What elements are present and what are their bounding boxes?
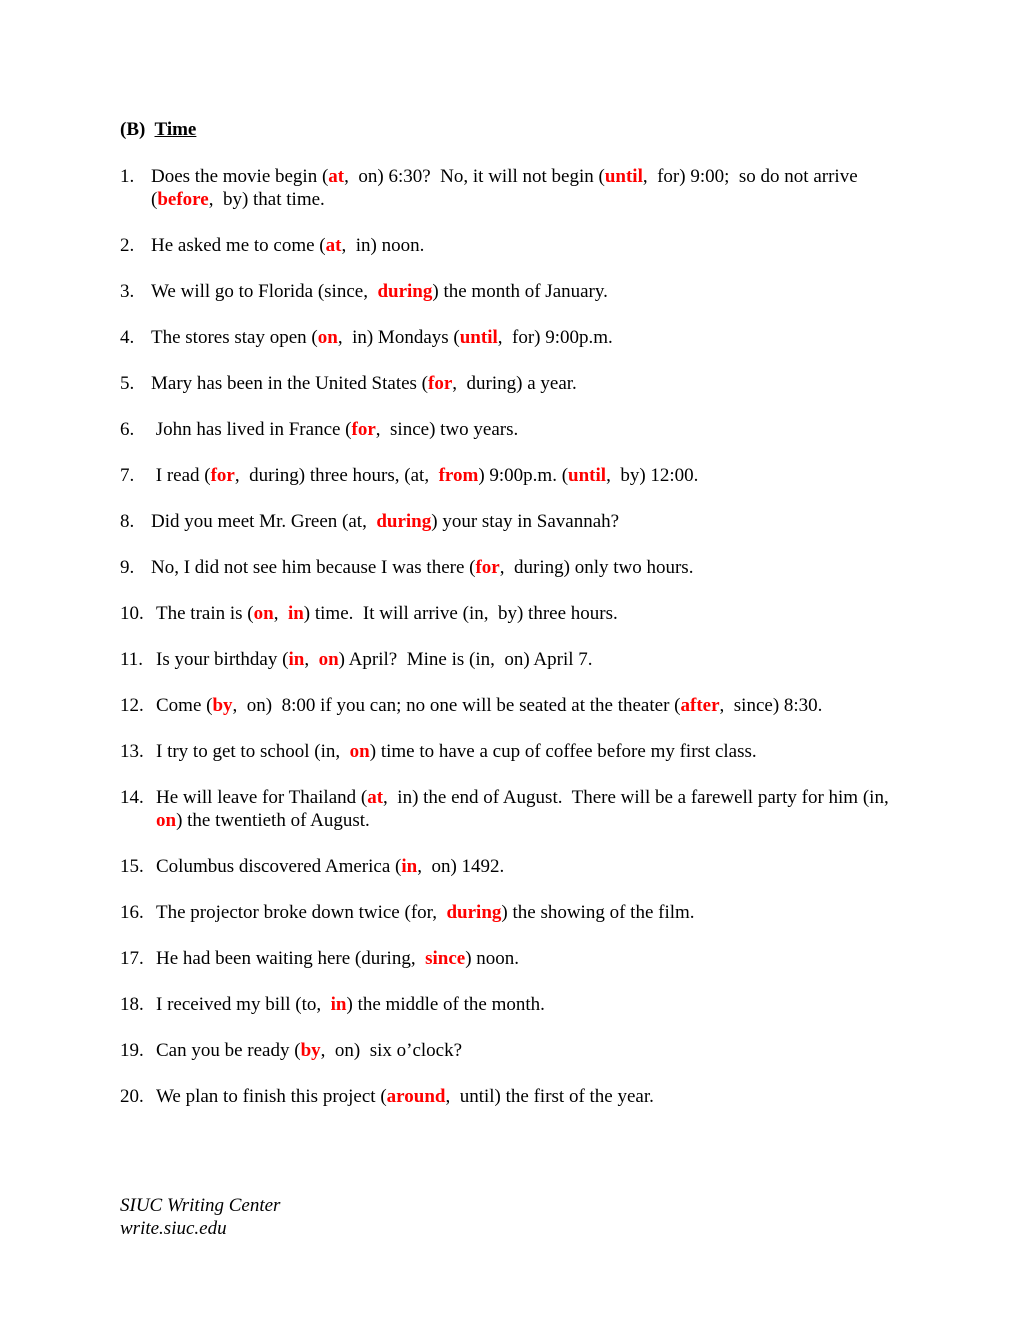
exercise-text: The train is (on, in) time. It will arrive (in, by) three hours. [156, 603, 618, 624]
exercise-text: I try to get to school (in, on) time to have a cup of coffee before my first class. [156, 741, 757, 762]
answer-word: until [459, 327, 498, 348]
exercise-number: 13. [120, 741, 144, 762]
exercise-text: The projector broke down twice (for, during) the showing of the film. [156, 902, 695, 923]
answer-word: at [325, 235, 342, 256]
exercise-item [120, 786, 910, 832]
exercise-number: 19. [120, 1040, 144, 1061]
answer-word: during [376, 511, 432, 532]
section-label: (B) [120, 119, 146, 140]
exercise-item [120, 234, 910, 257]
answer-word: on [253, 603, 274, 624]
exercise-item [120, 1039, 910, 1062]
exercise-text: He had been waiting here (during, since) noon. [156, 948, 520, 969]
answer-word: for [210, 465, 235, 486]
exercise-text: No, I did not see him because I was there (for, during) only two hours. [151, 557, 694, 578]
exercise-number: 12. [120, 695, 144, 716]
answer-word: during [446, 902, 502, 923]
exercise-text: I received my bill (to, in) the middle of the month. [156, 994, 545, 1015]
answer-word: on [318, 649, 339, 670]
exercise-text: Does the movie begin (at, on) 6:30? No, it will not begin (until, for) 9:00; so do not arrive (before, by) that time. [151, 166, 863, 210]
exercise-item [120, 418, 910, 441]
section-heading [120, 119, 196, 141]
exercise-text: Come (by, on) 8:00 if you can; no one will be seated at the theater (after, since) 8:30. [156, 695, 823, 716]
answer-word: around [386, 1086, 446, 1107]
exercise-item [120, 947, 910, 970]
answer-word: until [604, 166, 643, 187]
exercise-number: 9. [120, 557, 135, 578]
answer-word: in [288, 649, 305, 670]
exercise-number: 15. [120, 856, 144, 877]
answer-word: before [157, 189, 209, 210]
exercise-text: We will go to Florida (since, during) the month of January. [151, 281, 608, 302]
exercise-number: 5. [120, 373, 135, 394]
answer-word: after [680, 695, 720, 716]
exercise-text: He asked me to come (at, in) noon. [151, 235, 425, 256]
answer-word: for [351, 419, 376, 440]
answer-word: in [330, 994, 347, 1015]
exercise-number: 16. [120, 902, 144, 923]
exercise-text: I read (for, during) three hours, (at, from) 9:00p.m. (until, by) 12:00. [151, 465, 699, 486]
exercise-item [120, 556, 910, 579]
answer-word: on [317, 327, 338, 348]
answer-word: from [438, 465, 479, 486]
footer [120, 1194, 280, 1240]
exercise-item [120, 602, 910, 625]
exercise-item [120, 326, 910, 349]
exercise-text: Can you be ready (by, on) six o’clock? [156, 1040, 463, 1061]
exercise-number: 7. [120, 465, 135, 486]
exercise-number: 11. [120, 649, 144, 670]
exercise-number: 18. [120, 994, 144, 1015]
exercise-text: We plan to finish this project (around, until) the first of the year. [156, 1086, 654, 1107]
answer-word: at [328, 166, 345, 187]
exercise-number: 8. [120, 511, 135, 532]
exercise-text: The stores stay open (on, in) Mondays (until, for) 9:00p.m. [151, 327, 613, 348]
answer-word: by [300, 1040, 321, 1061]
exercise-number: 2. [120, 235, 135, 256]
answer-word: for [475, 557, 500, 578]
exercise-item [120, 993, 910, 1016]
exercise-number: 3. [120, 281, 135, 302]
footer-url: write.siuc.edu [120, 1218, 227, 1239]
footer-org: SIUC Writing Center [120, 1195, 281, 1216]
exercise-number: 20. [120, 1086, 144, 1107]
exercise-text: Is your birthday (in, on) April? Mine is (in, on) April 7. [156, 649, 593, 670]
answer-word: for [428, 373, 453, 394]
answer-word: on [156, 810, 177, 831]
exercise-item [120, 855, 910, 878]
exercise-number: 10. [120, 603, 144, 624]
exercise-text: Did you meet Mr. Green (at, during) your stay in Savannah? [151, 511, 620, 532]
exercise-item [120, 510, 910, 533]
answer-word: in [401, 856, 418, 877]
exercise-list [120, 165, 910, 1131]
exercise-number: 6. [120, 419, 135, 440]
exercise-item [120, 280, 910, 303]
exercise-text: John has lived in France (for, since) two years. [151, 419, 519, 440]
exercise-number: 4. [120, 327, 135, 348]
answer-word: at [367, 787, 384, 808]
exercise-number: 1. [120, 166, 135, 187]
exercise-number: 14. [120, 787, 144, 808]
exercise-item [120, 1085, 910, 1108]
answer-word: in [287, 603, 304, 624]
answer-word: since [425, 948, 466, 969]
exercise-item [120, 165, 910, 211]
exercise-item [120, 901, 910, 924]
exercise-item [120, 648, 910, 671]
answer-word: on [349, 741, 370, 762]
exercise-text: He will leave for Thailand (at, in) the end of August. There will be a farewell party for him (in, on) the twentieth of August. [156, 787, 889, 831]
answer-word: by [212, 695, 233, 716]
exercise-item [120, 740, 910, 763]
exercise-number: 17. [120, 948, 144, 969]
exercise-item [120, 694, 910, 717]
answer-word: until [568, 465, 607, 486]
exercise-item [120, 464, 910, 487]
exercise-item [120, 372, 910, 395]
exercise-text: Columbus discovered America (in, on) 1492. [156, 856, 505, 877]
answer-word: during [377, 281, 433, 302]
section-title: Time [154, 119, 197, 140]
exercise-text: Mary has been in the United States (for, during) a year. [151, 373, 577, 394]
